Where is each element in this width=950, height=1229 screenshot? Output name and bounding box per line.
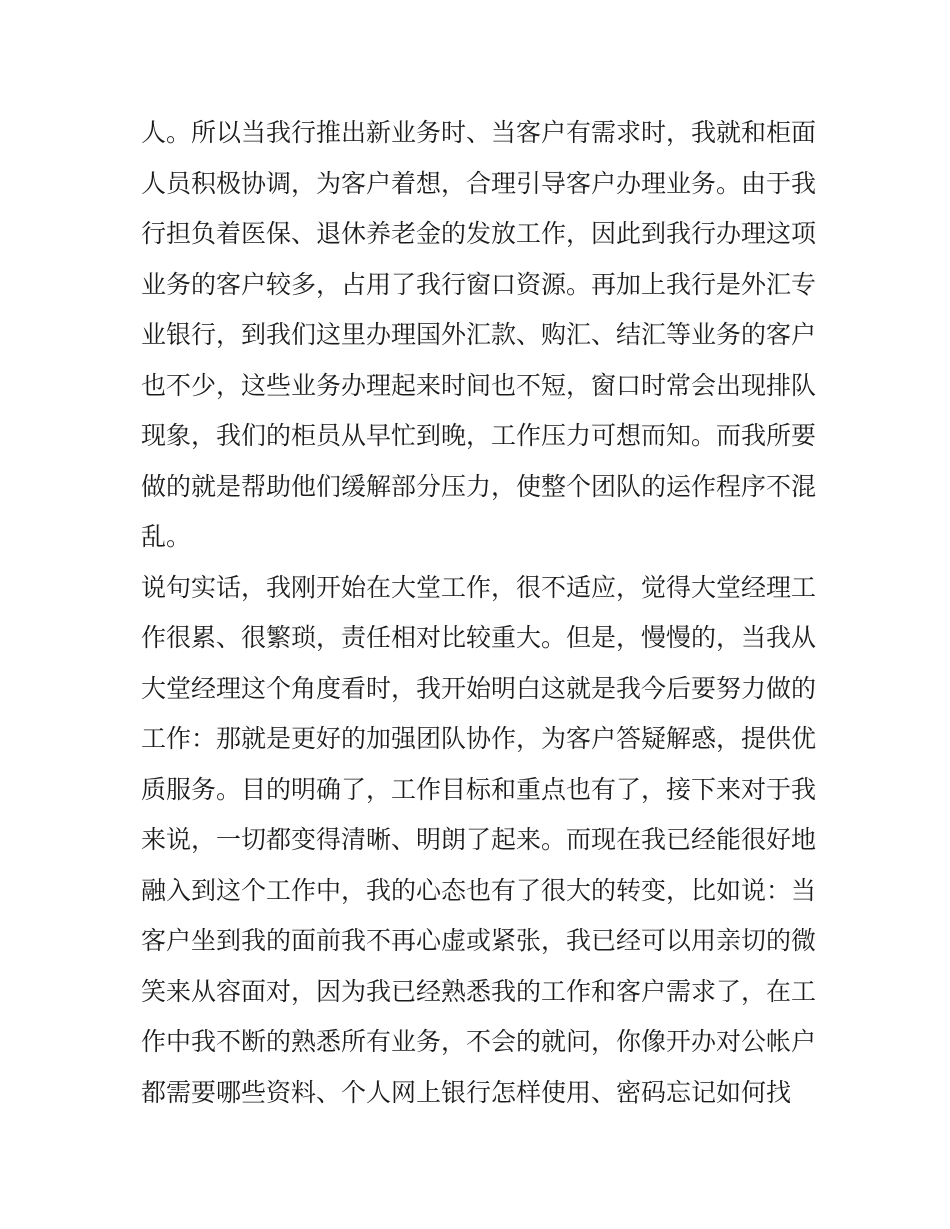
text-line: 客户坐到我的面前我不再心虚或紧张，我已经可以用亲切的微	[141, 926, 817, 955]
text-line: 作中我不断的熟悉所有业务，不会的就问，你像开办对公帐户	[141, 1027, 817, 1056]
text-line: 质服务。目的明确了，工作目标和重点也有了，接下来对于我	[141, 774, 817, 804]
text-line: 做的就是帮助他们缓解部分压力，使整个团队的运作程序不混	[141, 471, 817, 501]
text-line: 融入到这个工作中，我的心态也有了很大的转变，比如说：当	[141, 875, 817, 905]
text-line: 业务的客户较多，占用了我行窗口资源。再加上我行是外汇专	[141, 269, 817, 299]
text-line: 业银行，到我们这里办理国外汇款、购汇、结汇等业务的客户	[141, 320, 817, 349]
text-line: 来说，一切都变得清晰、明朗了起来。而现在我已经能很好地	[141, 825, 817, 854]
text-line: 作很累、很繁琐，责任相对比较重大。但是，慢慢的，当我从	[141, 623, 817, 652]
text-line: 现象，我们的柜员从早忙到晚，工作压力可想而知。而我所要	[141, 421, 817, 450]
body-text	[141, 108, 817, 1118]
text-line: 大堂经理这个角度看时，我开始明白这就是我今后要努力做的	[141, 673, 817, 703]
text-line: 说句实话，我刚开始在大堂工作，很不适应，觉得大堂经理工	[141, 572, 817, 602]
text-line: 工作：那就是更好的加强团队协作，为客户答疑解惑，提供优	[141, 724, 817, 753]
text-line: 乱。	[141, 522, 192, 551]
text-line: 也不少，这些业务办理起来时间也不短，窗口时常会出现排队	[141, 370, 817, 400]
text-line: 人。所以当我行推出新业务时、当客户有需求时，我就和柜面	[141, 118, 817, 147]
text-line: 人员积极协调，为客户着想，合理引导客户办理业务。由于我	[141, 168, 817, 198]
text-line: 笑来从容面对，因为我已经熟悉我的工作和客户需求了，在工	[141, 976, 817, 1006]
text-line: 都需要哪些资料、个人网上银行怎样使用、密码忘记如何找	[141, 1077, 792, 1107]
text-line: 行担负着医保、退休养老金的发放工作，因此到我行办理这项	[141, 219, 817, 248]
